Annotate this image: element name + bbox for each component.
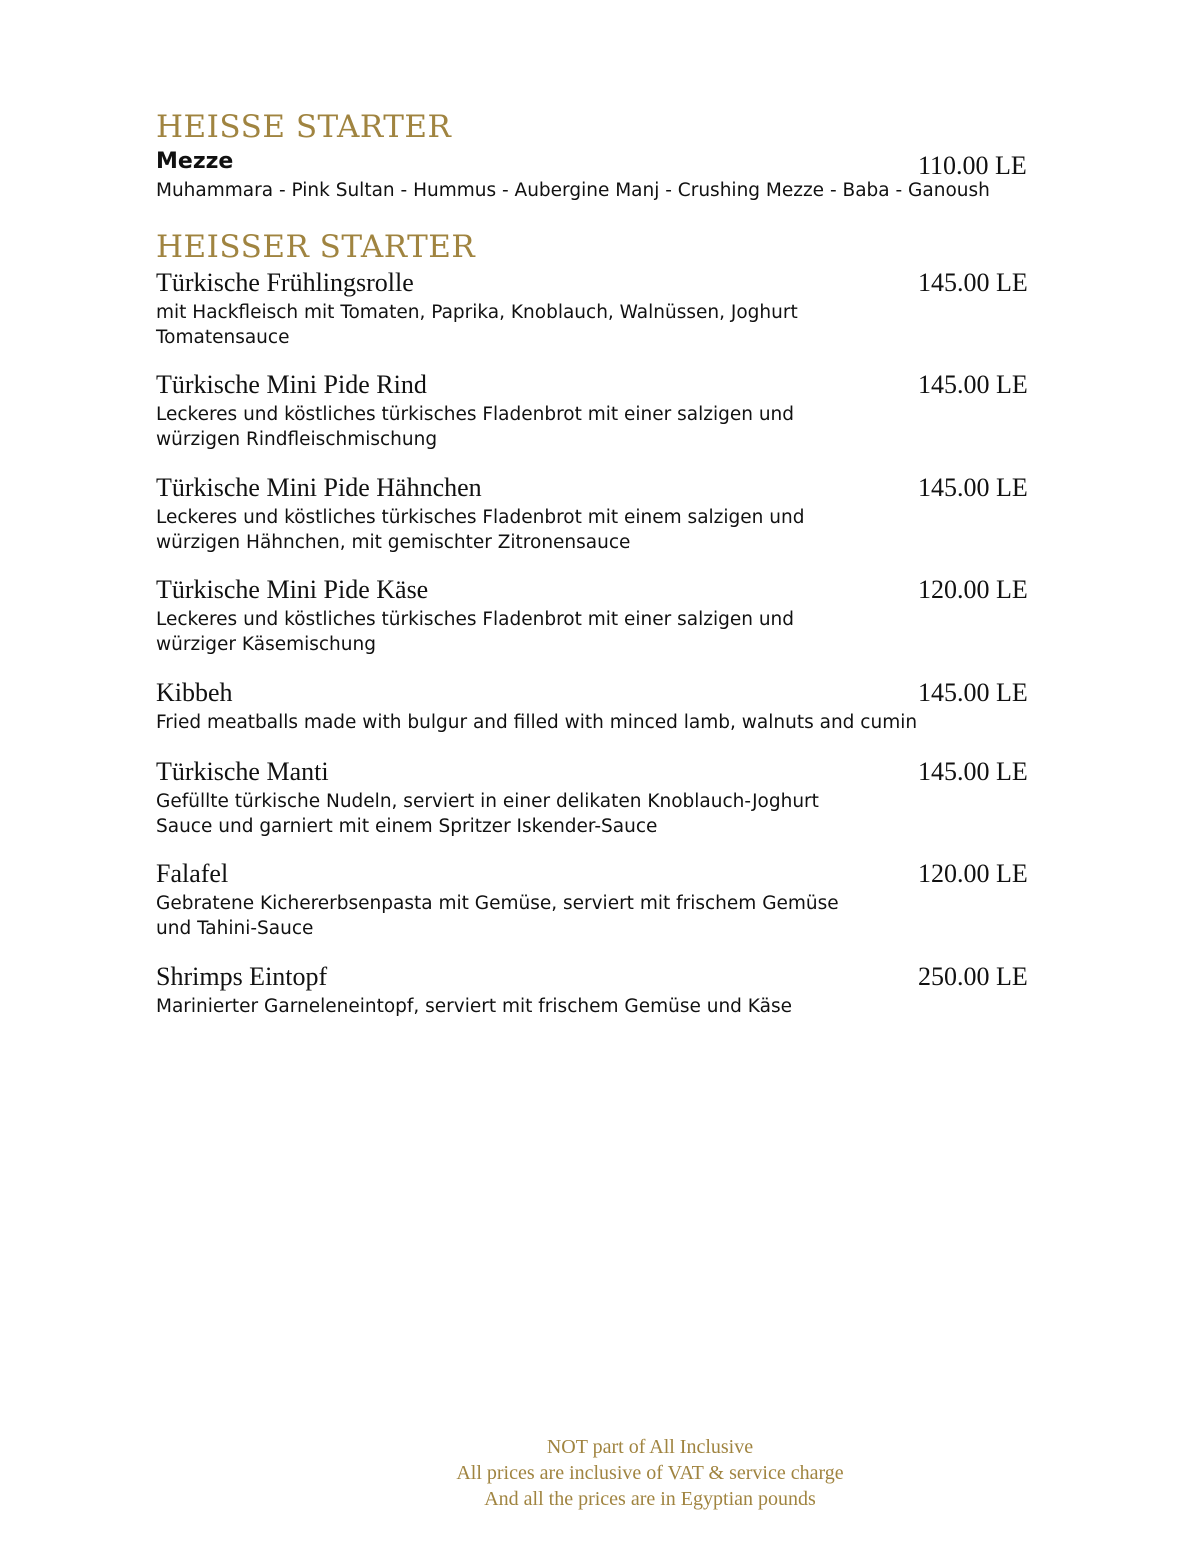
item-description: Leckeres und köstliches türkisches Fladenbrot mit einer salzigen und würzigen Rindfleischmischung	[156, 403, 795, 450]
item-description: Leckeres und köstliches türkisches Fladenbrot mit einer salzigen und würziger Käsemischung	[156, 608, 795, 655]
menu-item-mezze	[156, 150, 1056, 203]
menu-item-tuerkische-manti	[156, 758, 1056, 839]
menu-item-mini-pide-rind	[156, 371, 1056, 452]
item-name: Türkische Manti	[156, 757, 329, 786]
item-name: Shrimps Eintopf	[156, 962, 328, 991]
footer-vat-note: All prices are inclusive of VAT & service charge	[456, 1462, 844, 1484]
menu-item-tuerkische-fruehlingsrolle	[156, 269, 1056, 350]
menu-item-shrimps-eintopf	[156, 963, 1056, 1019]
item-description: Fried meatballs made with bulgur and filled with minced lamb, walnuts and cumin	[156, 711, 918, 733]
item-name: Falafel	[156, 859, 229, 888]
item-description: Leckeres und köstliches türkisches Fladenbrot mit einem salzigen und würzigen Hähnchen, mit gemischter Zitronensauce	[156, 506, 805, 553]
item-name: Mezze	[156, 149, 234, 174]
section-title-heisse-starter: HEISSE STARTER	[156, 109, 452, 145]
item-description: Muhammara - Pink Sultan - Hummus - Aubergine Manj - Crushing Mezze - Baba - Ganoush	[156, 180, 990, 202]
item-name: Türkische Mini Pide Rind	[156, 370, 427, 399]
item-name: Türkische Mini Pide Hähnchen	[156, 473, 482, 502]
item-price: 250.00 LE	[918, 962, 1028, 991]
menu-item-kibbeh	[156, 679, 1056, 735]
item-price: 120.00 LE	[918, 575, 1028, 604]
footer-not-all-inclusive: NOT part of All Inclusive	[546, 1436, 754, 1458]
item-price: 110.00 LE	[918, 151, 1027, 180]
item-price: 120.00 LE	[918, 859, 1028, 888]
footer-currency-note: And all the prices are in Egyptian pounds	[484, 1488, 816, 1510]
item-description: Gebratene Kichererbsenpasta mit Gemüse, serviert mit frischem Gemüse und Tahini-Sauce	[156, 892, 839, 939]
menu-item-mini-pide-haehnchen	[156, 474, 1056, 555]
item-description: Gefüllte türkische Nudeln, serviert in einer delikaten Knoblauch-Joghurt Sauce und garniert mit einem Spritzer Iskender-Sauce	[156, 790, 819, 837]
section-title-heisser-starter: HEISSER STARTER	[156, 229, 476, 265]
item-name: Türkische Mini Pide Käse	[156, 575, 429, 604]
item-name: Türkische Frühlingsrolle	[156, 268, 414, 297]
item-price: 145.00 LE	[918, 757, 1028, 786]
item-price: 145.00 LE	[918, 678, 1028, 707]
item-description: mit Hackfleisch mit Tomaten, Paprika, Knoblauch, Walnüssen, Joghurt Tomatensauce	[156, 301, 798, 348]
menu-item-mini-pide-kaese	[156, 576, 1056, 657]
item-name: Kibbeh	[156, 678, 233, 707]
footer-notes	[350, 1434, 950, 1512]
menu-item-falafel	[156, 860, 1056, 941]
item-price: 145.00 LE	[918, 370, 1028, 399]
item-price: 145.00 LE	[918, 473, 1028, 502]
item-description: Marinierter Garneleneintopf, serviert mit frischem Gemüse und Käse	[156, 995, 792, 1017]
item-price: 145.00 LE	[918, 268, 1028, 297]
